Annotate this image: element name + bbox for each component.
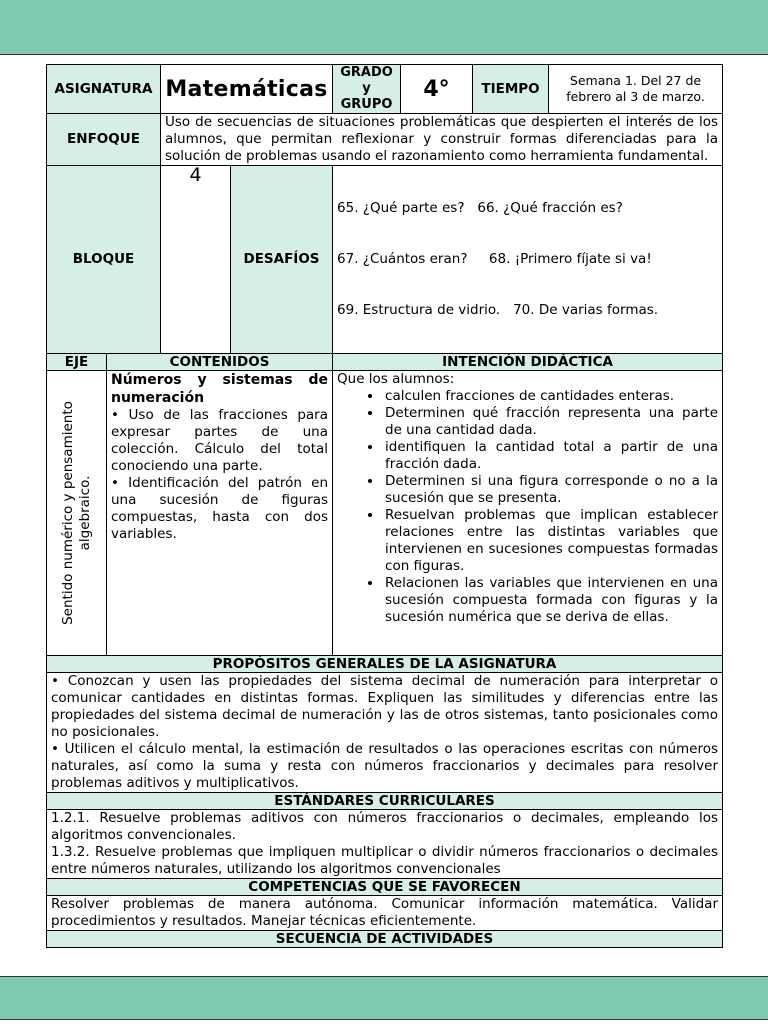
intencion-item: • Relacionen las variables que intervienen en una sucesión compuesta formada con figuras y la sucesión numérica que se deriva de ellas.	[383, 575, 718, 626]
enfoque-text: Uso de secuencias de situaciones problemáticas que despierten el interés de los alumnos, que permitan reflexionar y construir formas diferenciadas para la solución de problemas usando el razonamiento como herramienta fundamental.	[161, 114, 723, 166]
top-decorative-band	[0, 0, 768, 55]
bloque-label: BLOQUE	[47, 166, 161, 354]
tiempo-value	[549, 65, 723, 114]
intencion-intro: Que los alumnos:	[337, 371, 455, 387]
planning-table	[46, 64, 723, 948]
competencias-header: COMPETENCIAS QUE SE FAVORECEN	[47, 879, 723, 896]
secuencia-header: SECUENCIA DE ACTIVIDADES	[47, 931, 723, 948]
intencion-header: INTENCIÓN DIDÁCTICA	[333, 354, 723, 371]
proposito-item: • Conozcan y usen las propiedades del sistema decimal de numeración para interpretar o comunicar cantidades en distintas formas. Expliquen las similitudes y diferencias entre las propiedades del sistema decimal de numeración y las de otros sistemas, tanto posicionales como no posicionales.	[51, 673, 719, 740]
desafios-line: 67. ¿Cuántos eran? 68. ¡Primero fíjate si va!	[337, 251, 652, 267]
contenidos-title: Números y sistemas de numeración	[111, 372, 329, 406]
desafios-line: 65. ¿Qué parte es? 66. ¿Qué fracción es?	[337, 200, 623, 216]
desafios-line: 69. Estructura de vidrio. 70. De varias formas.	[337, 302, 659, 318]
grado-label-line1: GRADO y	[340, 65, 393, 96]
intencion-cell	[333, 371, 723, 656]
grado-value: 4°	[401, 65, 473, 114]
tiempo-label: TIEMPO	[473, 65, 549, 114]
intencion-item: • calculen fracciones de cantidades enteras.	[383, 388, 718, 405]
tiempo-value-line1: Semana 1. Del 27 de	[569, 73, 702, 88]
desafios-list	[333, 166, 723, 354]
grado-label	[333, 65, 401, 114]
intencion-item: • Determinen si una figura corresponde o no a la sucesión que se presenta.	[383, 473, 718, 507]
estandar-item: 1.2.1. Resuelve problemas aditivos con números fraccionarios o decimales, empleando los algoritmos convencionales.	[51, 810, 719, 843]
asignatura-value: Matemáticas	[161, 65, 333, 114]
intencion-list	[337, 388, 718, 626]
eje-header: EJE	[47, 354, 107, 371]
intencion-item: • identifiquen la cantidad total a partir de una fracción dada.	[383, 439, 718, 473]
proposito-item: • Utilicen el cálculo mental, la estimación de resultados o las operaciones escritas con números naturales, así como la suma y resta con números fraccionarios y decimales para resolver problemas aditivos y multiplicativos.	[51, 741, 719, 791]
estandar-item: 1.3.2. Resuelve problemas que impliquen multiplicar o dividir números fraccionarios o decimales entre números naturales, utilizando los algoritmos convencionales	[51, 844, 719, 877]
desafios-label: DESAFÍOS	[231, 166, 333, 354]
grado-label-line2: GRUPO	[340, 97, 393, 112]
planning-sheet	[46, 64, 722, 948]
bloque-value: 4	[161, 166, 231, 354]
asignatura-label: ASIGNATURA	[47, 65, 161, 114]
contenidos-header: CONTENIDOS	[107, 354, 333, 371]
propositos-header: PROPÓSITOS GENERALES DE LA ASIGNATURA	[47, 656, 723, 673]
estandares-cell	[47, 810, 723, 879]
intencion-item: • Determinen qué fracción representa una parte de una cantidad dada.	[383, 405, 718, 439]
bottom-decorative-band	[0, 976, 768, 1020]
propositos-cell	[47, 673, 723, 793]
contenidos-cell	[107, 371, 333, 656]
eje-cell	[47, 371, 107, 656]
tiempo-value-line2: febrero al 3 de marzo.	[566, 89, 705, 104]
intencion-item: • Resuelvan problemas que implican establecer relaciones entre las distintas variables que intervienen en sucesiones compuestas formadas con figuras.	[383, 507, 718, 575]
contenidos-item: • Identificación del patrón en una sucesión de figuras compuestas, hasta con dos variables.	[111, 475, 329, 542]
enfoque-label: ENFOQUE	[47, 114, 161, 166]
eje-text: Sentido numérico y pensamiento algebraico.	[59, 401, 93, 625]
contenidos-item: • Uso de las fracciones para expresar partes de una colección. Cálculo del total conociendo una parte.	[111, 407, 329, 474]
competencias-text: Resolver problemas de manera autónoma. Comunicar información matemática. Validar procedimientos y resultados. Manejar técnicas eficientemente.	[47, 896, 723, 931]
estandares-header: ESTÁNDARES CURRICULARES	[47, 793, 723, 810]
